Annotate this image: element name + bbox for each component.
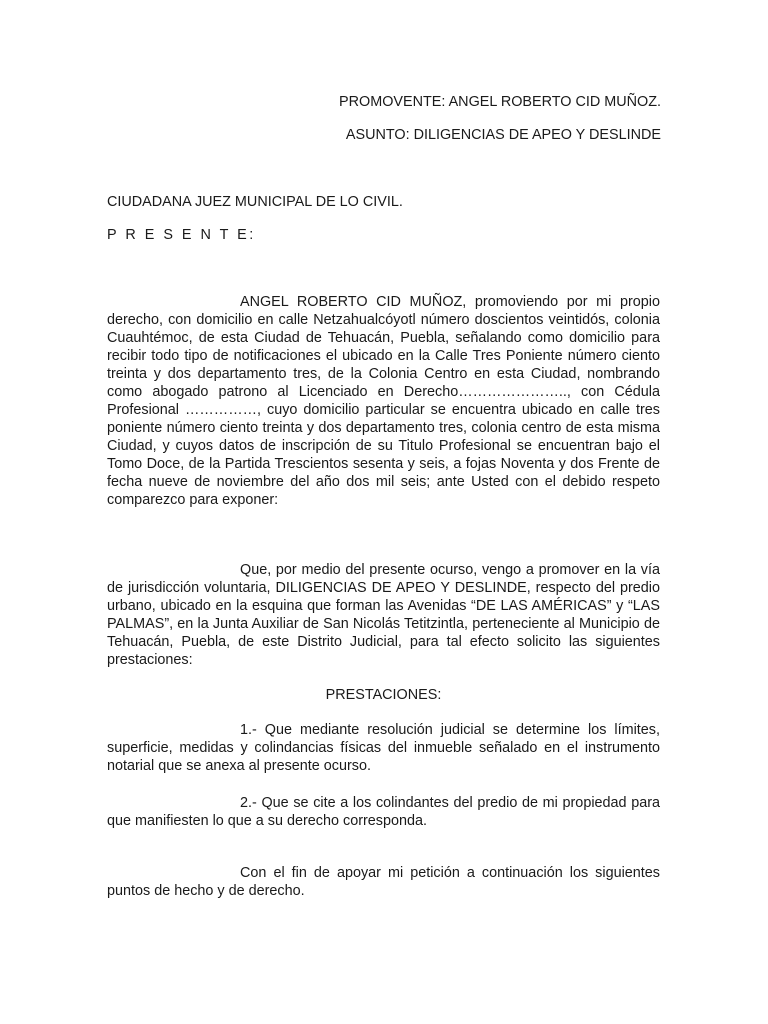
request-paragraph: Que, por medio del presente ocurso, vengo a promover en la vía de jurisdicción voluntaria, DILIGENCIAS DE APEO Y DESLINDE, respecto del predio urbano, ubicado en la esquina que forman las Avenidas “DE LAS AMÉRICAS” y “LAS PALMAS”, en la Junta Auxiliar de San Nicolás Tetitzintla, perteneciente al Municipio de Tehuacán, Puebla, de este Distrito Judicial, para tal efecto solicito las siguientes prestaciones:: [107, 562, 660, 668]
judge-addressee: CIUDADANA JUEZ MUNICIPAL DE LO CIVIL.: [107, 194, 403, 210]
intro-paragraph: ANGEL ROBERTO CID MUÑOZ, promoviendo por mi propio derecho, con domicilio en calle Netzahualcóyotl número doscientos veintidós, colonia Cuauhtémoc, de esta Ciudad de Tehuacán, Puebla, señalando como domicilio para recibir todo tipo de notificaciones el ubicado en la Calle Tres Poniente número ciento treinta y dos departamento tres, de la Colonia Centro en esta Ciudad, nombrando como abogado patrono al Licenciado en Derecho………………….., con Cédula Profesional ……………, cuyo domicilio particular se encuentra ubicado en calle tres poniente número ciento treinta y dos departamento tres, colonia centro de esta misma Ciudad, y cuyos datos de inscripción de su Titulo Profesional se encuentran bajo el Tomo Doce, de la Partida Trescientos sesenta y seis, a fojas Noventa y dos Frente de fecha nueve de noviembre del año dos mil seis; ante Usted con el debido respeto comparezco para exponer:: [107, 294, 660, 508]
presente-line: P R E S E N T E:: [107, 227, 256, 243]
prestacion-item-1: 1.- Que mediante resolución judicial se determine los límites, superficie, medidas y colindancias físicas del inmueble señalado en el instrumento notarial que se anexa al presente ocurso.: [107, 722, 660, 774]
closing-paragraph: Con el fin de apoyar mi petición a continuación los siguientes puntos de hecho y de derecho.: [107, 865, 660, 899]
prestaciones-heading: PRESTACIONES:: [325, 687, 442, 703]
asunto-line: ASUNTO: DILIGENCIAS DE APEO Y DESLINDE: [345, 127, 661, 143]
promovente-line: PROMOVENTE: ANGEL ROBERTO CID MUÑOZ.: [339, 94, 661, 110]
prestacion-item-2: 2.- Que se cite a los colindantes del predio de mi propiedad para que manifiesten lo que a su derecho corresponda.: [107, 795, 660, 829]
